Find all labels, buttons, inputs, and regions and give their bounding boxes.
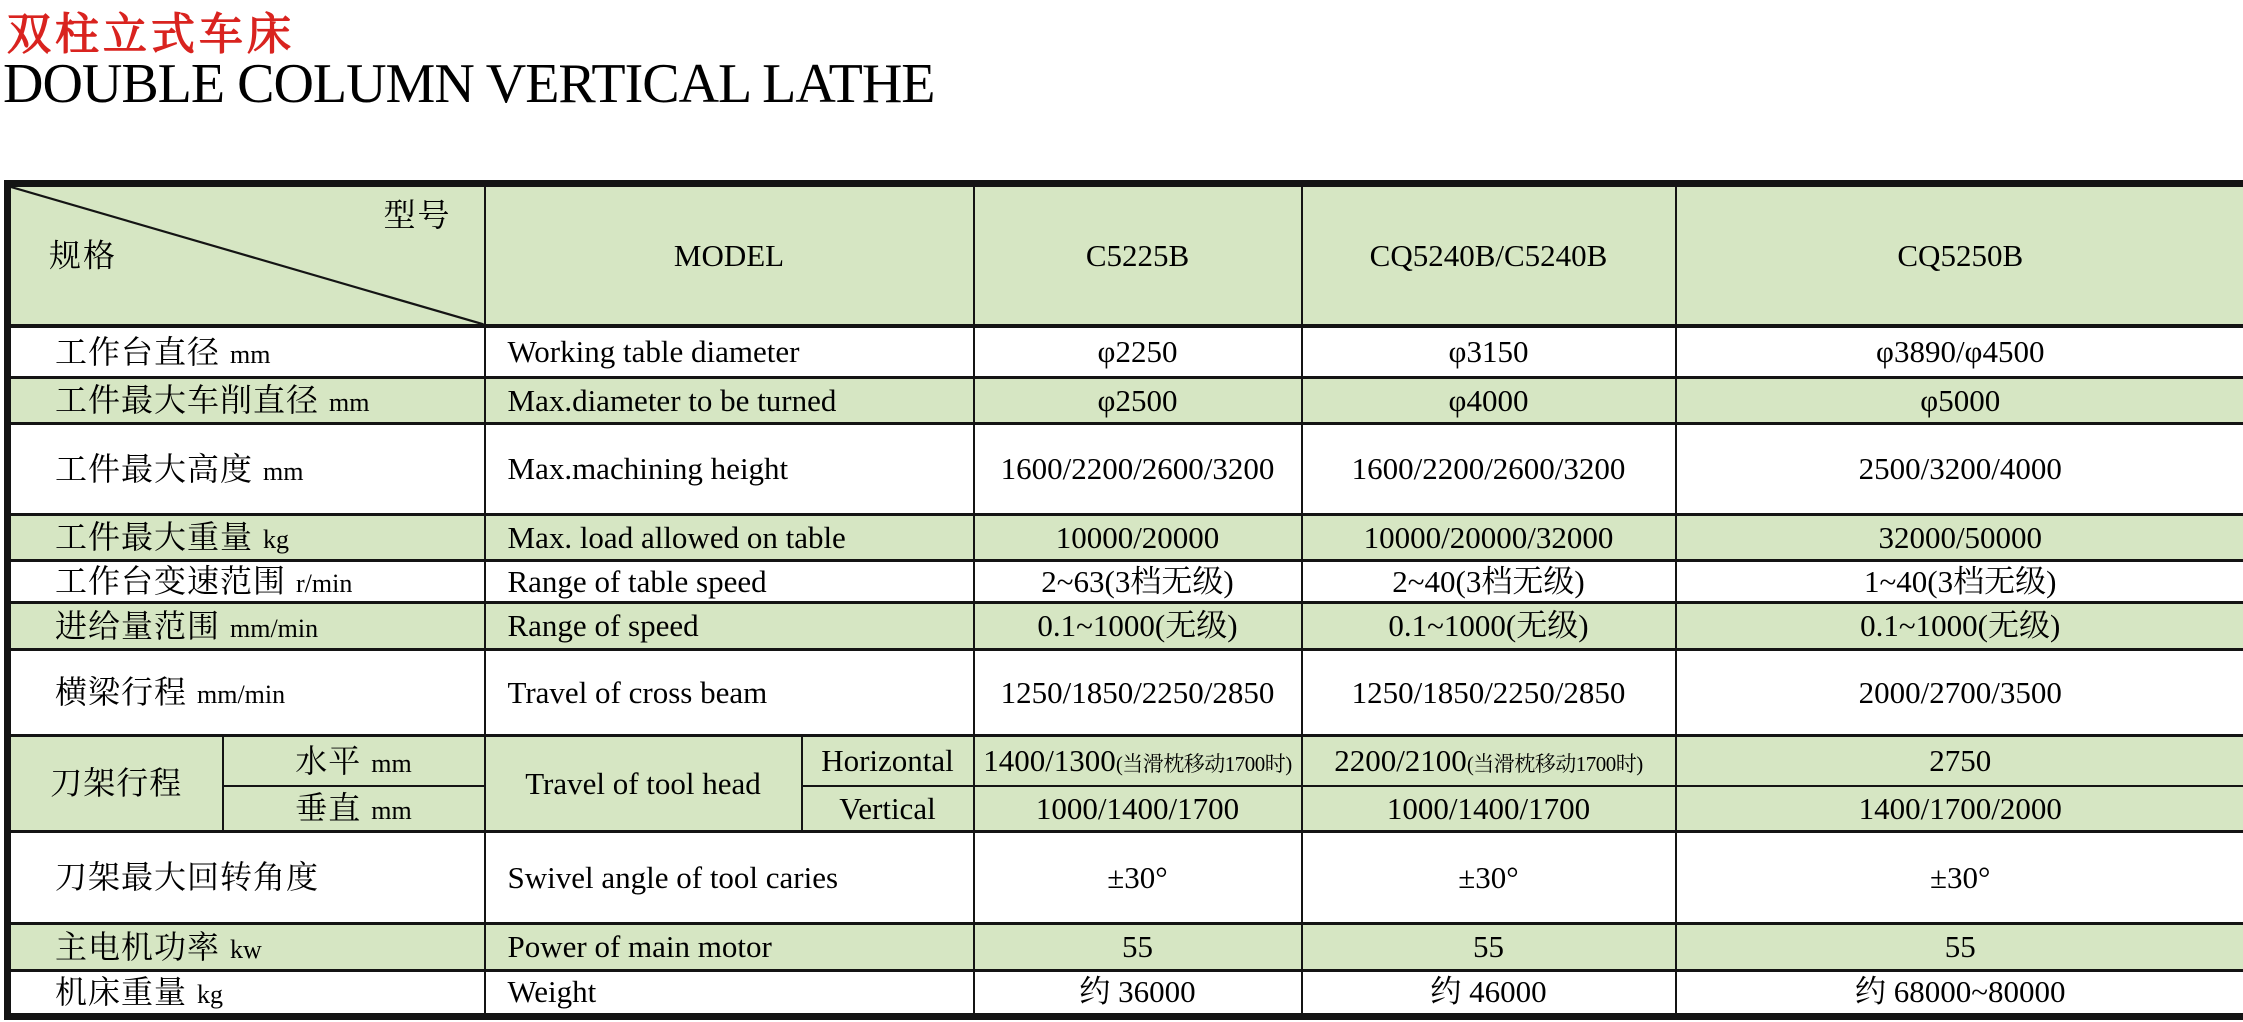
spec-name-cn: 工件最大重量	[55, 519, 254, 556]
tool-head-horizontal-en: Horizontal	[802, 736, 974, 786]
page-title-chinese: 双柱立式车床	[7, 10, 295, 59]
spec-value: 2~63(3档无级)	[974, 561, 1302, 603]
spec-value: 1600/2200/2600/3200	[974, 424, 1302, 515]
tool-head-vertical-en: Vertical	[802, 786, 974, 831]
spec-value: 1000/1400/1700	[1302, 786, 1676, 831]
spec-row-range-of-speed	[8, 603, 2243, 649]
spec-unit: kw	[230, 934, 262, 964]
spec-value: φ2500	[974, 378, 1302, 424]
value-note: (当滑枕移动1700时)	[1466, 752, 1643, 777]
spec-row-max-machining-height	[8, 424, 2243, 515]
corner-label-model: 型号	[383, 197, 452, 233]
spec-name-en: Power of main motor	[485, 924, 974, 970]
spec-row-table-speed	[8, 561, 2243, 603]
spec-name-en: Swivel angle of tool caries	[485, 831, 974, 924]
tool-head-label-cn: 刀架行程	[8, 736, 223, 832]
spec-row-tool-head-horizontal	[8, 736, 2243, 786]
model-column-header-3: CQ5250B	[1676, 184, 2243, 327]
spec-unit: kg	[197, 979, 224, 1009]
spec-name-cn: 工作台直径	[55, 333, 221, 370]
model-column-header-2: CQ5240B/C5240B	[1302, 184, 1676, 327]
spec-name-en: Weight	[485, 970, 974, 1016]
spec-unit: mm	[263, 456, 304, 486]
spec-value: ±30°	[1302, 831, 1676, 924]
spec-unit: mm/min	[230, 613, 319, 643]
spec-value: 约 46000	[1302, 970, 1676, 1016]
spec-name-en: Max.diameter to be turned	[485, 378, 974, 424]
spec-value: φ4000	[1302, 378, 1676, 424]
tool-head-label-en: Travel of tool head	[485, 736, 802, 832]
spec-value: φ3890/φ4500	[1676, 326, 2243, 377]
spec-value: 32000/50000	[1676, 514, 2243, 560]
spec-value: 1000/1400/1700	[974, 786, 1302, 831]
spec-value: 0.1~1000(无级)	[1676, 603, 2243, 649]
spec-row-working-table-diameter	[8, 326, 2243, 377]
spec-value: 10000/20000/32000	[1302, 514, 1676, 560]
spec-name-cn: 主电机功率	[55, 928, 221, 965]
specification-table-container	[4, 180, 2243, 1020]
spec-unit: mm	[230, 339, 271, 369]
spec-unit: mm/min	[197, 680, 286, 710]
spec-row-weight	[8, 970, 2243, 1016]
spec-value: 0.1~1000(无级)	[1302, 603, 1676, 649]
spec-name-cn: 刀架最大回转角度	[55, 859, 320, 896]
spec-value: 2750	[1676, 736, 2243, 786]
spec-name-en: Max. load allowed on table	[485, 514, 974, 560]
model-column-header-1: C5225B	[974, 184, 1302, 327]
spec-value: 1600/2200/2600/3200	[1302, 424, 1676, 515]
spec-value: 2~40(3档无级)	[1302, 561, 1676, 603]
specification-table	[4, 180, 2243, 1020]
spec-name-en: Range of table speed	[485, 561, 974, 603]
spec-row-swivel-angle	[8, 831, 2243, 924]
diagonal-divider	[11, 187, 484, 324]
spec-name-en: Travel of cross beam	[485, 649, 974, 736]
spec-unit: mm	[329, 388, 370, 418]
spec-value: 1400/1700/2000	[1676, 786, 2243, 831]
spec-value: 55	[1676, 924, 2243, 970]
spec-name-cn: 工作台变速范围	[55, 563, 287, 600]
tool-head-horizontal-cn: 水平	[295, 742, 362, 779]
spec-row-max-diameter	[8, 378, 2243, 424]
spec-row-max-load	[8, 514, 2243, 560]
spec-value: φ3150	[1302, 326, 1676, 377]
spec-row-cross-beam-travel	[8, 649, 2243, 736]
spec-value: 约 36000	[974, 970, 1302, 1016]
spec-value: 1250/1850/2250/2850	[974, 649, 1302, 736]
spec-name-cn: 工件最大高度	[55, 450, 254, 487]
spec-name-en: Max.machining height	[485, 424, 974, 515]
spec-row-tool-head-vertical	[8, 786, 2243, 831]
header-model-label: MODEL	[485, 184, 974, 327]
spec-value: 0.1~1000(无级)	[974, 603, 1302, 649]
spec-value: 55	[974, 924, 1302, 970]
spec-value: 1400/1300(当滑枕移动1700时)	[974, 736, 1302, 786]
spec-name-en: Range of speed	[485, 603, 974, 649]
spec-name-cn: 进给量范围	[55, 607, 221, 644]
spec-value: 约 68000~80000	[1676, 970, 2243, 1016]
spec-value: 1250/1850/2250/2850	[1302, 649, 1676, 736]
spec-name-en: Working table diameter	[485, 326, 974, 377]
spec-value: 2200/2100(当滑枕移动1700时)	[1302, 736, 1676, 786]
spec-name-cn: 工件最大车削直径	[55, 382, 320, 419]
spec-value: ±30°	[974, 831, 1302, 924]
spec-unit: r/min	[296, 569, 353, 599]
value-note: (当滑枕移动1700时)	[1115, 752, 1292, 777]
spec-value: 1~40(3档无级)	[1676, 561, 2243, 603]
spec-name-cn: 横梁行程	[55, 674, 188, 711]
spec-value: 10000/20000	[974, 514, 1302, 560]
spec-row-main-motor-power	[8, 924, 2243, 970]
spec-unit: mm	[371, 748, 412, 778]
header-row	[8, 184, 2243, 327]
spec-name-cn: 机床重量	[55, 973, 188, 1010]
spec-value: 2500/3200/4000	[1676, 424, 2243, 515]
spec-value: 55	[1302, 924, 1676, 970]
tool-head-vertical-cn: 垂直	[295, 790, 362, 827]
spec-unit: kg	[263, 525, 290, 555]
spec-value: φ2250	[974, 326, 1302, 377]
spec-value: φ5000	[1676, 378, 2243, 424]
spec-unit: mm	[371, 796, 412, 826]
header-corner-cell	[8, 184, 485, 327]
spec-value: ±30°	[1676, 831, 2243, 924]
page-title-english: DOUBLE COLUMN VERTICAL LATHE	[3, 53, 935, 115]
spec-value: 2000/2700/3500	[1676, 649, 2243, 736]
corner-label-spec: 规格	[49, 237, 118, 274]
